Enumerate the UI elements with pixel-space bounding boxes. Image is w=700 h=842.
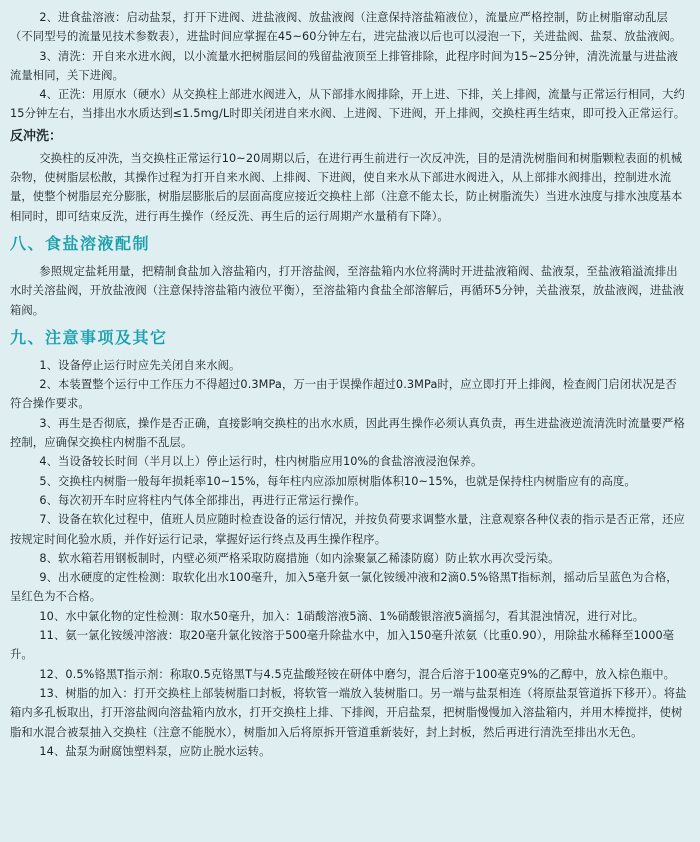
note-item-1: 1、设备停止运行时应先关闭自来水阀。 bbox=[39, 358, 241, 372]
note-item-8: 8、软水箱若用钢板制时，内壁必须严格采取防腐措施（如内涂聚氯乙稀漆防腐）防止软水再次受污染。 bbox=[39, 551, 560, 565]
section-8-paragraph: 参照规定盐耗用量，把精制食盐加入溶盐箱内，打开溶盐阀，至溶盐箱内水位将满时开进盐液箱阀、盐液泵，至盐液箱溢流排出水时关溶盐阀，开放盐液阀（注意保持溶盐箱内液位平衡），至溶盐箱内食盐全部溶解后，再循环5分钟，关盐液泵，放盐液阀，进盐液箱阀。 bbox=[10, 264, 685, 317]
section-9-title: 九、注意事项及其它 bbox=[10, 327, 168, 347]
backwash-label: 反冲洗： bbox=[10, 128, 63, 144]
regen-step-2: 2、进食盐溶液：启动盐泵，打开下进阀、进盐液阀、放盐液阀（注意保持溶盐箱液位），流量应严格控制，防止树脂窜动乱层（不同型号的流量见技术参数表），进盐时间应掌握在45~60分钟左右，进完盐液以后也可以浸泡一下，关进盐阀、盐泵、放盐液阀。 bbox=[10, 11, 682, 44]
note-item-6: 6、每次初开车时应将柱内气体全部排出，再进行正常运行操作。 bbox=[39, 493, 366, 507]
note-item-12: 12、0.5%铬黑T指示剂：称取0.5克铬黑T与4.5克盐酸羟铵在研体中磨匀，混合后溶于100毫克9%的乙醇中，放入棕色瓶中。 bbox=[39, 667, 676, 681]
section-8-title: 八、食盐溶液配制 bbox=[10, 233, 151, 253]
note-item-10: 10、水中氯化物的定性检测：取水50毫升，加入：1硝酸溶液5滴、1%硝酸银溶液5滴摇匀，看其混浊情况，进行对比。 bbox=[39, 609, 645, 623]
regen-step-4: 4、正洗：用原水（硬水）从交换柱上部进水阀进入，从下部排水阀排除，开上进、下排，关上排阀，流量与正常运行相同，大约15分钟左右，当排出水水质达到≤1.5mg/L时即关闭进自来水阀、上进阀、下进阀，开上排阀，交换柱再生结束，即可投入正常运行。 bbox=[10, 88, 686, 121]
note-item-2: 2、本装置整个运行中工作压力不得超过0.3MPa，万一由于误操作超过0.3MPa时，应立即打开上排阀，检查阀门启闭状况是否符合操作要求。 bbox=[10, 378, 677, 411]
note-item-11: 11、氨一氯化铵缓冲溶液：取20毫升氯化铵溶于500毫升除盐水中，加入150毫升浓氨（比重0.90），用除盐水稀释至1000毫升。 bbox=[10, 629, 675, 662]
note-item-9: 9、出水硬度的定性检测：取软化出水100毫升，加入5毫升氨一氯化铵缓冲液和2滴0.5%铬黑T指标剂，摇动后呈蓝色为合格，呈红色为不合格。 bbox=[10, 571, 678, 604]
note-item-4: 4、当设备较长时间（半月以上）停止运行时，柱内树脂应用10%的食盐溶液浸泡保养。 bbox=[39, 455, 483, 469]
backwash-paragraph: 交换柱的反冲洗，当交换柱正常运行10~20周期以后，在进行再生前进行一次反冲洗，目的是清洗树脂间和树脂颗粒表面的机械杂物，使树脂层松散，其操作过程为打开自来水阀、上排阀、下进阀，使自来水从下部进水阀进入，从上部排水阀排出，控制进水流量，使整个树脂层充分膨胀，树脂层膨胀后的层面高度应接近交换柱上部（注意不能太长，防止树脂流失）当进水浊度与排水浊度基本相同时，即可结束反洗，进行再生操作（经反洗、再生后的运行周期产水量稍有下降）。 bbox=[10, 151, 683, 223]
regen-step-3: 3、清洗：开自来水进水阀，以小流量水把树脂层间的残留盐液顶至上排管排除，此程序时间为15~25分钟，清洗流量与进盐液流量相同，关下进阀。 bbox=[10, 49, 679, 82]
note-item-14: 14、盐泵为耐腐蚀塑料泵，应防止脱水运转。 bbox=[39, 744, 271, 758]
note-item-13: 13、树脂的加入：打开交换柱上部装树脂口封板，将软管一端放入装树脂口。另一端与盐泵相连（将原盐泵管道拆下移开）。将盐箱内多孔板取出，打开溶盐阀向溶盐箱内放水，打开交换柱上排、下排阀，开启盐泵，把树脂慢慢加入溶盐箱内，并用木棒搅拌，使树脂和水混合被泵抽入交换柱（注意不能脱水），树脂加入后将原拆开管道重新装好，封上封板，然后再进行清洗至排出水无色。 bbox=[10, 686, 687, 739]
note-item-3: 3、再生是否彻底，操作是否正确，直接影响交换柱的出水水质，因此再生操作必须认真负责，再生进盐液逆流清洗时流量要严格控制，应确保交换柱内树脂不乱层。 bbox=[10, 416, 685, 450]
note-item-5: 5、交换柱内树脂一般每年损耗率10~15%，每年柱内应添加原树脂体积10~15%，也就是保持柱内树脂应有的高度。 bbox=[39, 474, 636, 488]
note-item-7: 7、设备在软化过程中，值班人员应随时检查设备的运行情况，并按负荷要求调整水量，注意观察各种仪表的指示是否正常，还应按规定时间化验水质，并作好运行记录，掌握好运行终点及再生操作程序。 bbox=[10, 513, 685, 546]
